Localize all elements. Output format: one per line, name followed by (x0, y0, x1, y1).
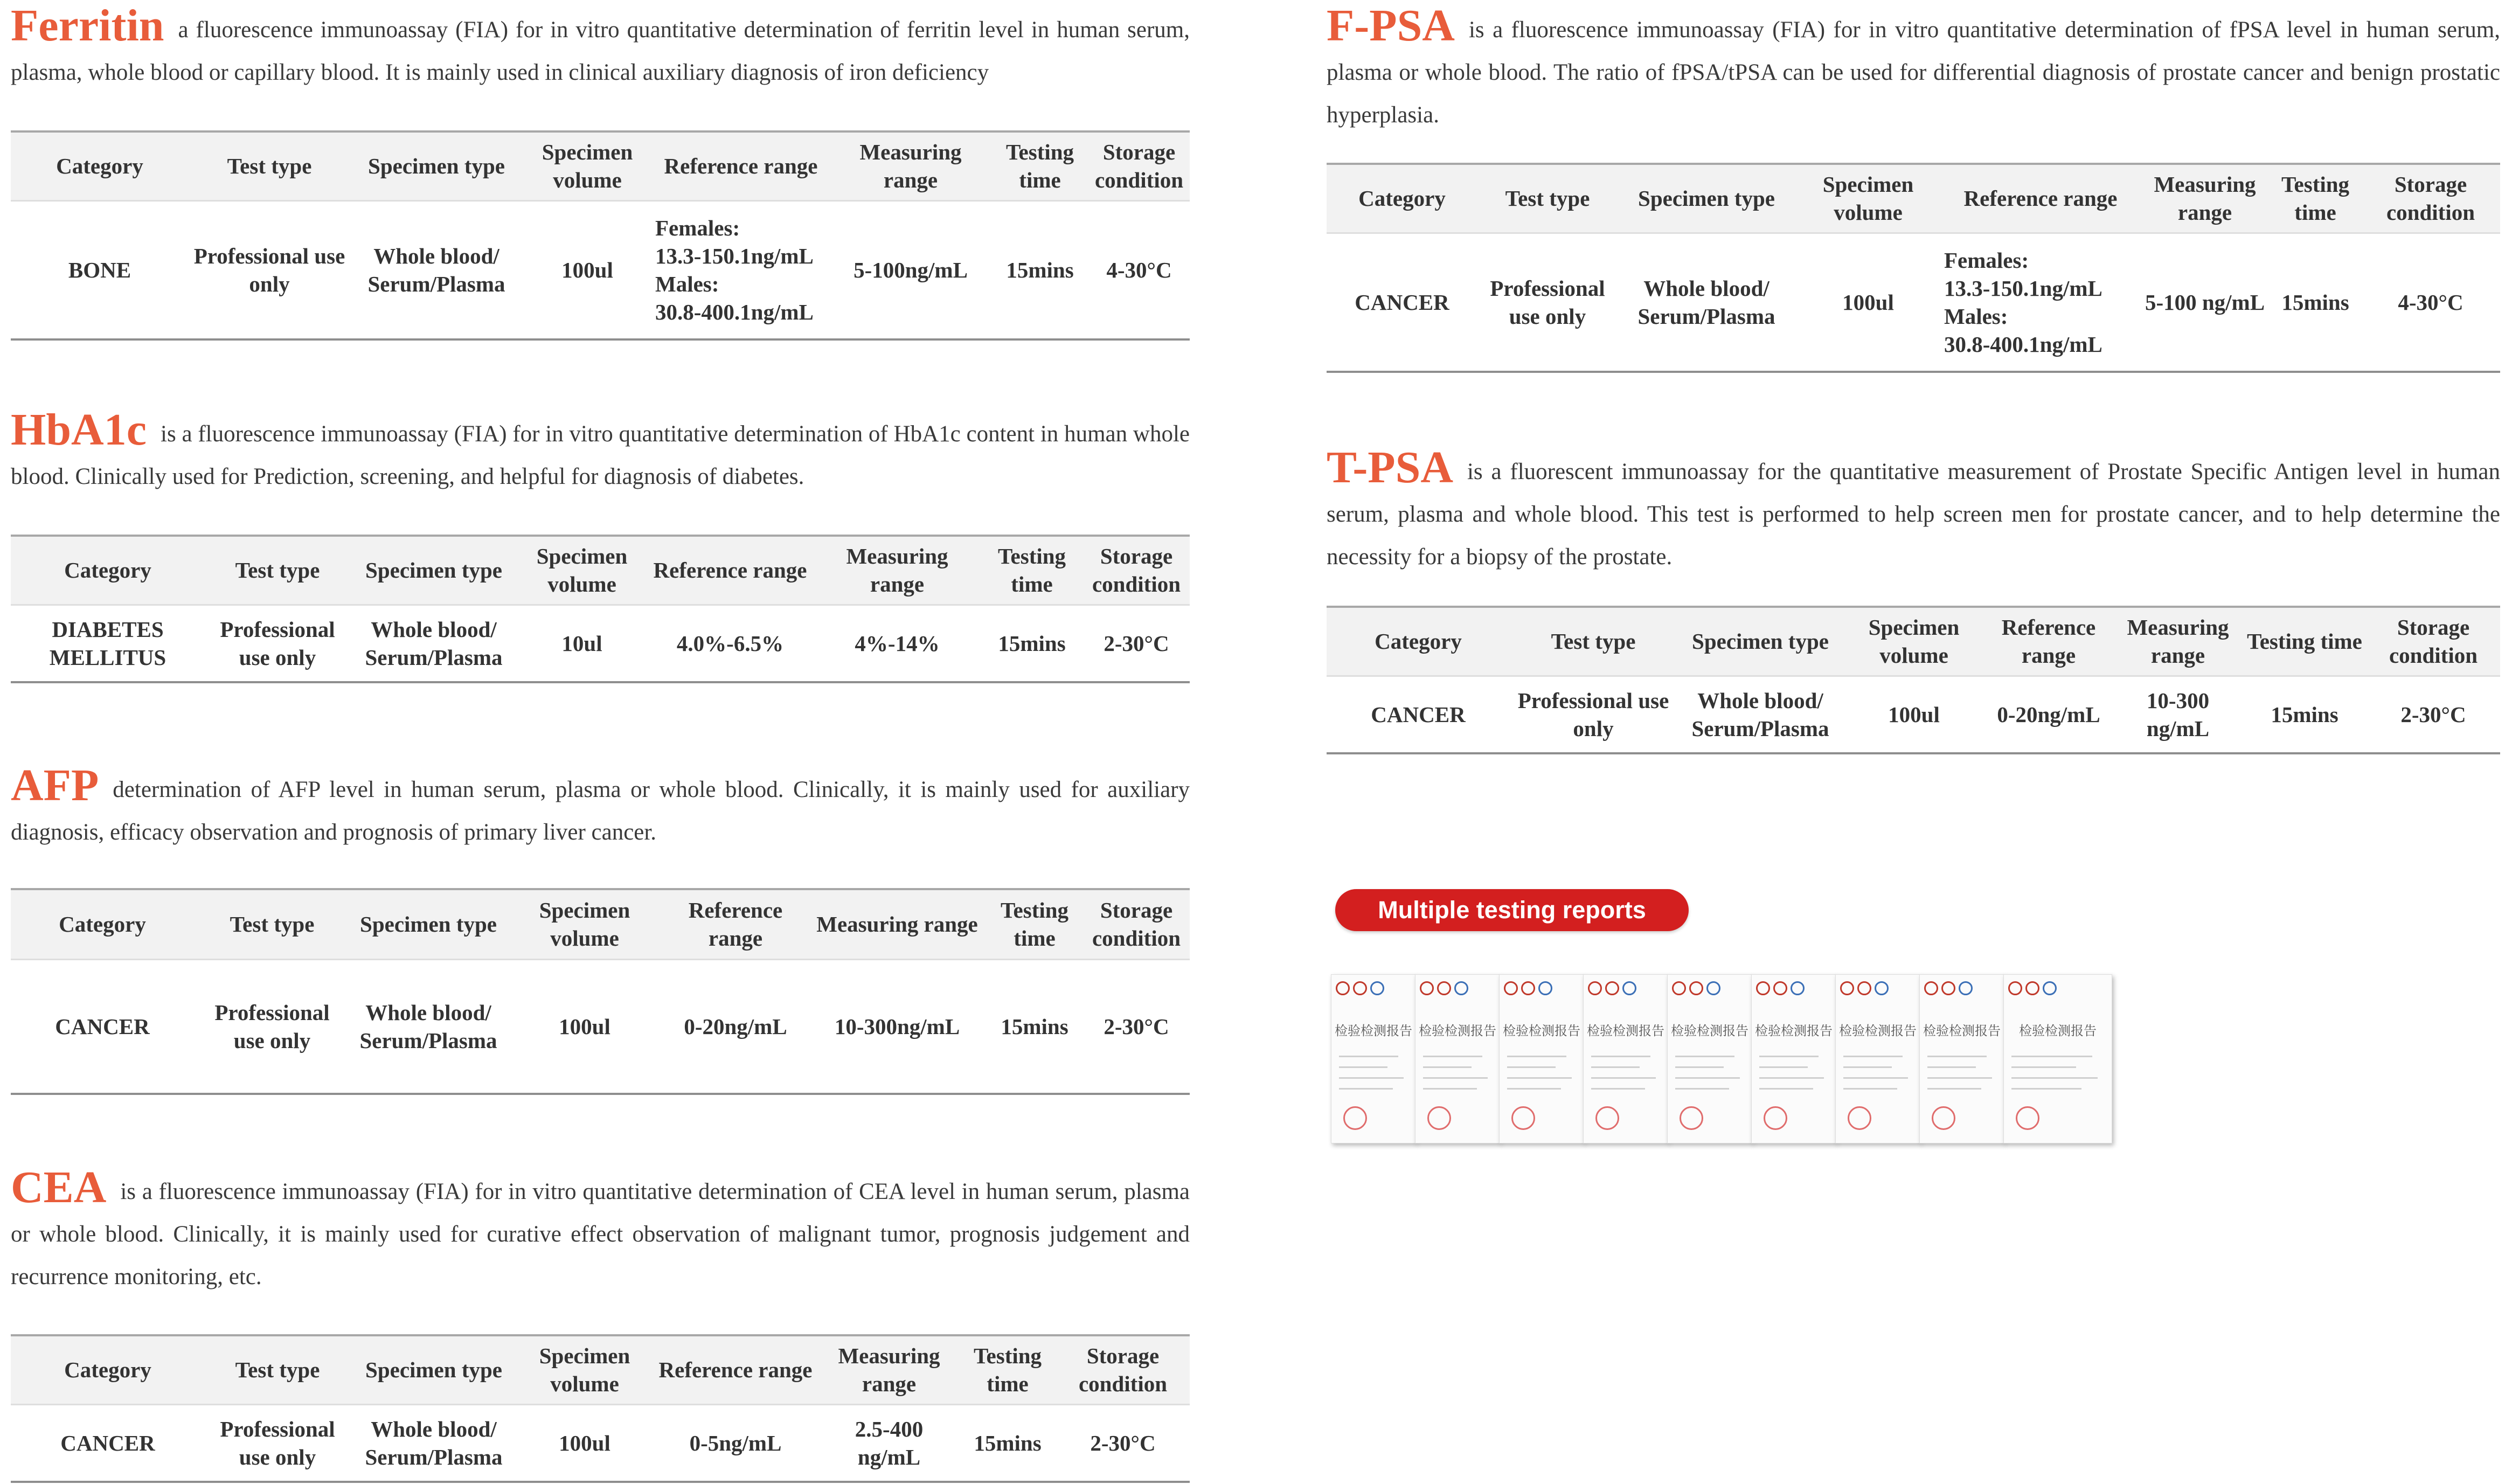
col-category: Category (56, 154, 143, 179)
hba1c-description-block (11, 405, 1190, 498)
ref-line: 13.3-150.1ng/mL (1944, 275, 2102, 301)
report-thumbnail[interactable] (1835, 974, 1920, 1143)
cell-testing-time: 15mins (974, 1430, 1042, 1455)
col-measuring-range: Measuring range (816, 912, 978, 937)
stamp-icon (2016, 1106, 2039, 1130)
report-title: 检验检测报告 (1755, 1023, 1833, 1038)
ref-line: Females: (1944, 247, 2029, 273)
col-reference-range: Reference range (658, 1357, 813, 1383)
col-specimen-type: Specimen type (365, 558, 502, 583)
report-thumbnail[interactable] (1919, 974, 2004, 1143)
cell-test-type: Professional use only (214, 1000, 330, 1053)
report-thumbnail[interactable] (1499, 974, 1584, 1143)
stamp-icon (1595, 1106, 1619, 1130)
cell-specimen-volume: 100ul (561, 257, 613, 282)
stamp-icon (1511, 1106, 1535, 1130)
col-test-type: Test type (235, 558, 320, 583)
afp-title: AFP (11, 760, 99, 810)
ferritin-title: Ferritin (11, 1, 164, 51)
stamp-icon (1848, 1106, 1871, 1130)
stamp-icon (1680, 1106, 1703, 1130)
cell-reference-range: 0-20ng/mL (1997, 702, 2100, 727)
seal-icon (1454, 981, 1468, 995)
cell-specimen-volume: 100ul (1842, 289, 1894, 315)
report-title: 检验检测报告 (2019, 1023, 2097, 1038)
report-title: 检验检测报告 (1923, 1023, 2001, 1038)
cell-reference-range: 4.0%-6.5% (676, 630, 784, 656)
table-row (11, 200, 1190, 339)
cell-specimen-type: Whole blood/ Serum/Plasma (1691, 688, 1829, 741)
cea-section (11, 1162, 1190, 1298)
table-header-row (11, 889, 1190, 959)
col-category: Category (1375, 629, 1462, 654)
col-specimen-volume: Specimen volume (1822, 172, 1914, 225)
ferritin-description: a fluorescence immunoassay (FIA) for in vitro quantitative determination of ferritin level in human serum, plasma, whole blood or capillary blood. It is mainly used in clinical auxiliary diagnosis of iron deficiency (11, 17, 1190, 85)
report-title: 检验检测报告 (1671, 1023, 1748, 1038)
hba1c-title: HbA1c (11, 405, 147, 455)
col-testing-time: Testing time (1000, 898, 1069, 951)
col-reference-range: Reference range (688, 898, 783, 951)
seal-icon (1420, 981, 1434, 995)
cell-specimen-type: Whole blood/ Serum/Plasma (359, 1000, 497, 1053)
col-specimen-type: Specimen type (365, 1357, 502, 1383)
seal-icon (1437, 981, 1451, 995)
afp-section (11, 760, 1190, 854)
seal-icon (1622, 981, 1636, 995)
cell-category: CANCER (1371, 702, 1466, 727)
cell-measuring-range: 5-100ng/mL (853, 257, 968, 282)
report-title: 检验检测报告 (1419, 1023, 1496, 1038)
cell-storage-condition: 2-30°C (1090, 1430, 1156, 1455)
seal-icon (1588, 981, 1602, 995)
seal-icon (1857, 981, 1871, 995)
table-row (1327, 676, 2500, 753)
ref-line: Females: (655, 215, 740, 240)
cell-specimen-volume: 100ul (559, 1430, 610, 1455)
cell-specimen-type: Whole blood/ Serum/Plasma (365, 1416, 503, 1469)
cell-specimen-type: Whole blood/ Serum/Plasma (365, 616, 503, 670)
col-specimen-type: Specimen type (1692, 629, 1829, 654)
tpsa-description-block (1327, 442, 2500, 578)
ref-line: 30.8-400.1ng/mL (655, 299, 814, 324)
cell-measuring-range: 2.5-400 ng/mL (855, 1416, 924, 1469)
seal-icon (1521, 981, 1535, 995)
cell-measuring-range: 5-100 ng/mL (2145, 289, 2265, 315)
col-category: Category (64, 558, 151, 583)
fpsa-description: is a fluorescence immunoassay (FIA) for in vitro quantitative determination of fPSA level in human serum, plasma or whole blood. The ratio of fPSA/tPSA can be used for differential diagnosis of prostate cancer and benign prostatic hyperplasia. (1327, 17, 2500, 128)
col-reference-range: Reference range (664, 154, 818, 179)
col-specimen-volume: Specimen volume (542, 140, 633, 193)
col-storage-condition: Storage condition (1092, 544, 1181, 597)
col-test-type: Test type (235, 1357, 320, 1383)
cell-storage-condition: 2-30°C (1104, 630, 1169, 656)
col-testing-time: Testing time (1005, 140, 1074, 193)
table-row (11, 605, 1190, 682)
tpsa-table (1327, 606, 2500, 754)
tpsa-section (1327, 442, 2500, 578)
col-measuring-range: Measuring range (846, 544, 948, 597)
col-test-type: Test type (1551, 629, 1636, 654)
seal-icon (1941, 981, 1955, 995)
cell-measuring-range: 4%-14% (855, 630, 940, 656)
tpsa-description: is a fluorescent immunoassay for the quantitative measurement of Prostate Specific Antigen level in human serum, plasma and whole blood. This test is performed to help screen men for prostate cancer, and to help determine the necessity for a biopsy of the prostate. (1327, 459, 2500, 570)
seal-icon (1605, 981, 1619, 995)
cea-table (11, 1334, 1190, 1483)
cell-category: CANCER (1355, 289, 1449, 315)
table-header-row (1327, 607, 2500, 676)
cea-description-block (11, 1162, 1190, 1298)
report-thumbnail[interactable] (1583, 974, 1668, 1143)
col-measuring-range: Measuring range (2127, 615, 2229, 668)
report-title: 检验检测报告 (1587, 1023, 1664, 1038)
fpsa-table (1327, 163, 2500, 373)
cell-test-type: Professional use only (1490, 275, 1605, 329)
ref-line: Males: (655, 271, 719, 296)
fpsa-title: F-PSA (1327, 1, 1455, 51)
report-thumbnail[interactable] (2003, 974, 2112, 1143)
table-header-row (11, 1335, 1190, 1404)
table-row (11, 959, 1190, 1094)
seal-icon (2008, 981, 2022, 995)
col-reference-range: Reference range (653, 558, 807, 583)
cell-testing-time: 15mins (1006, 257, 1074, 282)
cea-title: CEA (11, 1162, 107, 1212)
seal-icon (1538, 981, 1552, 995)
table-header-row (1327, 164, 2500, 233)
cea-description: is a fluorescence immunoassay (FIA) for in vitro quantitative determination of CEA level in human serum, plasma or whole blood. Clinically, it is mainly used for curative effect observation of malignant tumor, prognosis judgement and recurrence monitoring, etc. (11, 1179, 1190, 1289)
cell-testing-time: 15mins (998, 630, 1066, 656)
cell-storage-condition: 4-30°C (1106, 257, 1172, 282)
cell-storage-condition: 2-30°C (1104, 1014, 1169, 1039)
cell-testing-time: 15mins (2271, 702, 2338, 727)
seal-icon (1689, 981, 1703, 995)
report-thumbnail[interactable] (1415, 974, 1500, 1143)
seal-icon (1924, 981, 1938, 995)
seal-icon (1756, 981, 1770, 995)
col-storage-condition: Storage condition (2386, 172, 2475, 225)
report-title: 检验检测报告 (1335, 1023, 1412, 1038)
cell-testing-time: 15mins (2281, 289, 2349, 315)
col-specimen-volume: Specimen volume (539, 1343, 630, 1397)
cell-category: CANCER (60, 1430, 155, 1455)
col-specimen-type: Specimen type (1638, 186, 1775, 211)
cell-test-type: Professional use only (220, 1416, 335, 1469)
seal-icon (1773, 981, 1787, 995)
seal-icon (1791, 981, 1805, 995)
cell-testing-time: 15mins (1001, 1014, 1068, 1039)
seal-icon (1959, 981, 1973, 995)
cell-specimen-type: Whole blood/ Serum/Plasma (367, 243, 505, 296)
col-storage-condition: Storage condition (1092, 898, 1181, 951)
testing-reports-gallery (1331, 974, 2128, 1152)
seal-icon (1504, 981, 1518, 995)
report-thumbnail[interactable] (1667, 974, 1752, 1143)
hba1c-description: is a fluorescence immunoassay (FIA) for in vitro quantitative determination of HbA1c content in human whole blood. Clinically used for Prediction, screening, and helpful for diagnosis of diabetes. (11, 421, 1190, 489)
tpsa-title: T-PSA (1327, 442, 1453, 493)
seal-icon (2043, 981, 2057, 995)
seal-icon (1875, 981, 1889, 995)
cell-reference-range (1941, 233, 2140, 372)
col-storage-condition: Storage condition (1094, 140, 1184, 193)
report-thumbnail[interactable] (1751, 974, 1836, 1143)
seal-icon (1672, 981, 1686, 995)
col-storage-condition: Storage condition (1078, 1343, 1168, 1397)
report-title: 检验检测报告 (1839, 1023, 1917, 1038)
stamp-icon (1932, 1106, 1955, 1130)
col-category: Category (64, 1357, 151, 1383)
col-testing-time: Testing time (997, 544, 1066, 597)
cell-reference-range: 0-5ng/mL (689, 1430, 782, 1455)
cell-test-type: Professional use only (193, 243, 345, 296)
multiple-testing-reports-button[interactable]: Multiple testing reports (1335, 889, 1689, 931)
col-specimen-type: Specimen type (360, 912, 497, 937)
col-testing-time: Testing time (2247, 629, 2362, 654)
ferritin-section (11, 1, 1190, 94)
cell-category: DIABETES MELLITUS (49, 616, 166, 670)
col-specimen-type: Specimen type (368, 154, 505, 179)
cell-test-type: Professional use only (1517, 688, 1669, 741)
ref-line: 30.8-400.1ng/mL (1944, 331, 2102, 357)
seal-icon (1336, 981, 1350, 995)
cell-reference-range (652, 200, 830, 339)
col-category: Category (1358, 186, 1446, 211)
cell-category: BONE (68, 257, 131, 282)
fpsa-description-block (1327, 1, 2500, 136)
cell-specimen-volume: 100ul (1888, 702, 1940, 727)
cell-measuring-range: 10-300ng/mL (834, 1014, 960, 1039)
cell-specimen-volume: 10ul (561, 630, 602, 656)
col-test-type: Test type (227, 154, 312, 179)
col-measuring-range: Measuring range (859, 140, 962, 193)
stamp-icon (1764, 1106, 1787, 1130)
report-thumbnail[interactable] (1331, 974, 1416, 1143)
col-reference-range: Reference range (2001, 615, 2096, 668)
col-measuring-range: Measuring range (2154, 172, 2256, 225)
cell-storage-condition: 4-30°C (2398, 289, 2464, 315)
col-test-type: Test type (230, 912, 315, 937)
table-row (11, 1404, 1190, 1482)
afp-description-block (11, 760, 1190, 854)
afp-description: determination of AFP level in human serum, plasma or whole blood. Clinically, it is mainly used for auxiliary diagnosis, efficacy observation and prognosis of primary liver cancer. (11, 777, 1190, 845)
ref-line: Males: (1944, 303, 2008, 329)
stamp-icon (1427, 1106, 1451, 1130)
ferritin-description-block (11, 1, 1190, 94)
fpsa-section (1327, 1, 2500, 136)
table-row (1327, 233, 2500, 372)
ferritin-table (11, 130, 1190, 341)
ref-line: 13.3-150.1ng/mL (655, 243, 814, 268)
cell-measuring-range: 10-300 ng/mL (2146, 688, 2210, 741)
col-test-type: Test type (1505, 186, 1590, 211)
col-category: Category (59, 912, 146, 937)
report-title: 检验检测报告 (1503, 1023, 1580, 1038)
seal-icon (1353, 981, 1367, 995)
col-measuring-range: Measuring range (838, 1343, 940, 1397)
cell-category: CANCER (55, 1014, 150, 1039)
hba1c-table (11, 535, 1190, 683)
afp-table (11, 888, 1190, 1095)
col-testing-time: Testing time (973, 1343, 1042, 1397)
table-header-row (11, 131, 1190, 200)
cell-test-type: Professional use only (220, 616, 335, 670)
seal-icon (1706, 981, 1720, 995)
cell-specimen-type: Whole blood/ Serum/Plasma (1637, 275, 1775, 329)
cell-reference-range: 0-20ng/mL (684, 1014, 787, 1039)
seal-icon (1840, 981, 1854, 995)
cell-storage-condition: 2-30°C (2400, 702, 2466, 727)
col-specimen-volume: Specimen volume (1868, 615, 1960, 668)
hba1c-section (11, 405, 1190, 498)
seal-icon (1370, 981, 1384, 995)
col-reference-range: Reference range (1963, 186, 2118, 211)
cell-specimen-volume: 100ul (559, 1014, 610, 1039)
table-header-row (11, 536, 1190, 605)
seal-icon (2025, 981, 2039, 995)
col-specimen-volume: Specimen volume (539, 898, 630, 951)
col-testing-time: Testing time (2281, 172, 2350, 225)
col-specimen-volume: Specimen volume (536, 544, 628, 597)
col-storage-condition: Storage condition (2389, 615, 2478, 668)
stamp-icon (1343, 1106, 1367, 1130)
